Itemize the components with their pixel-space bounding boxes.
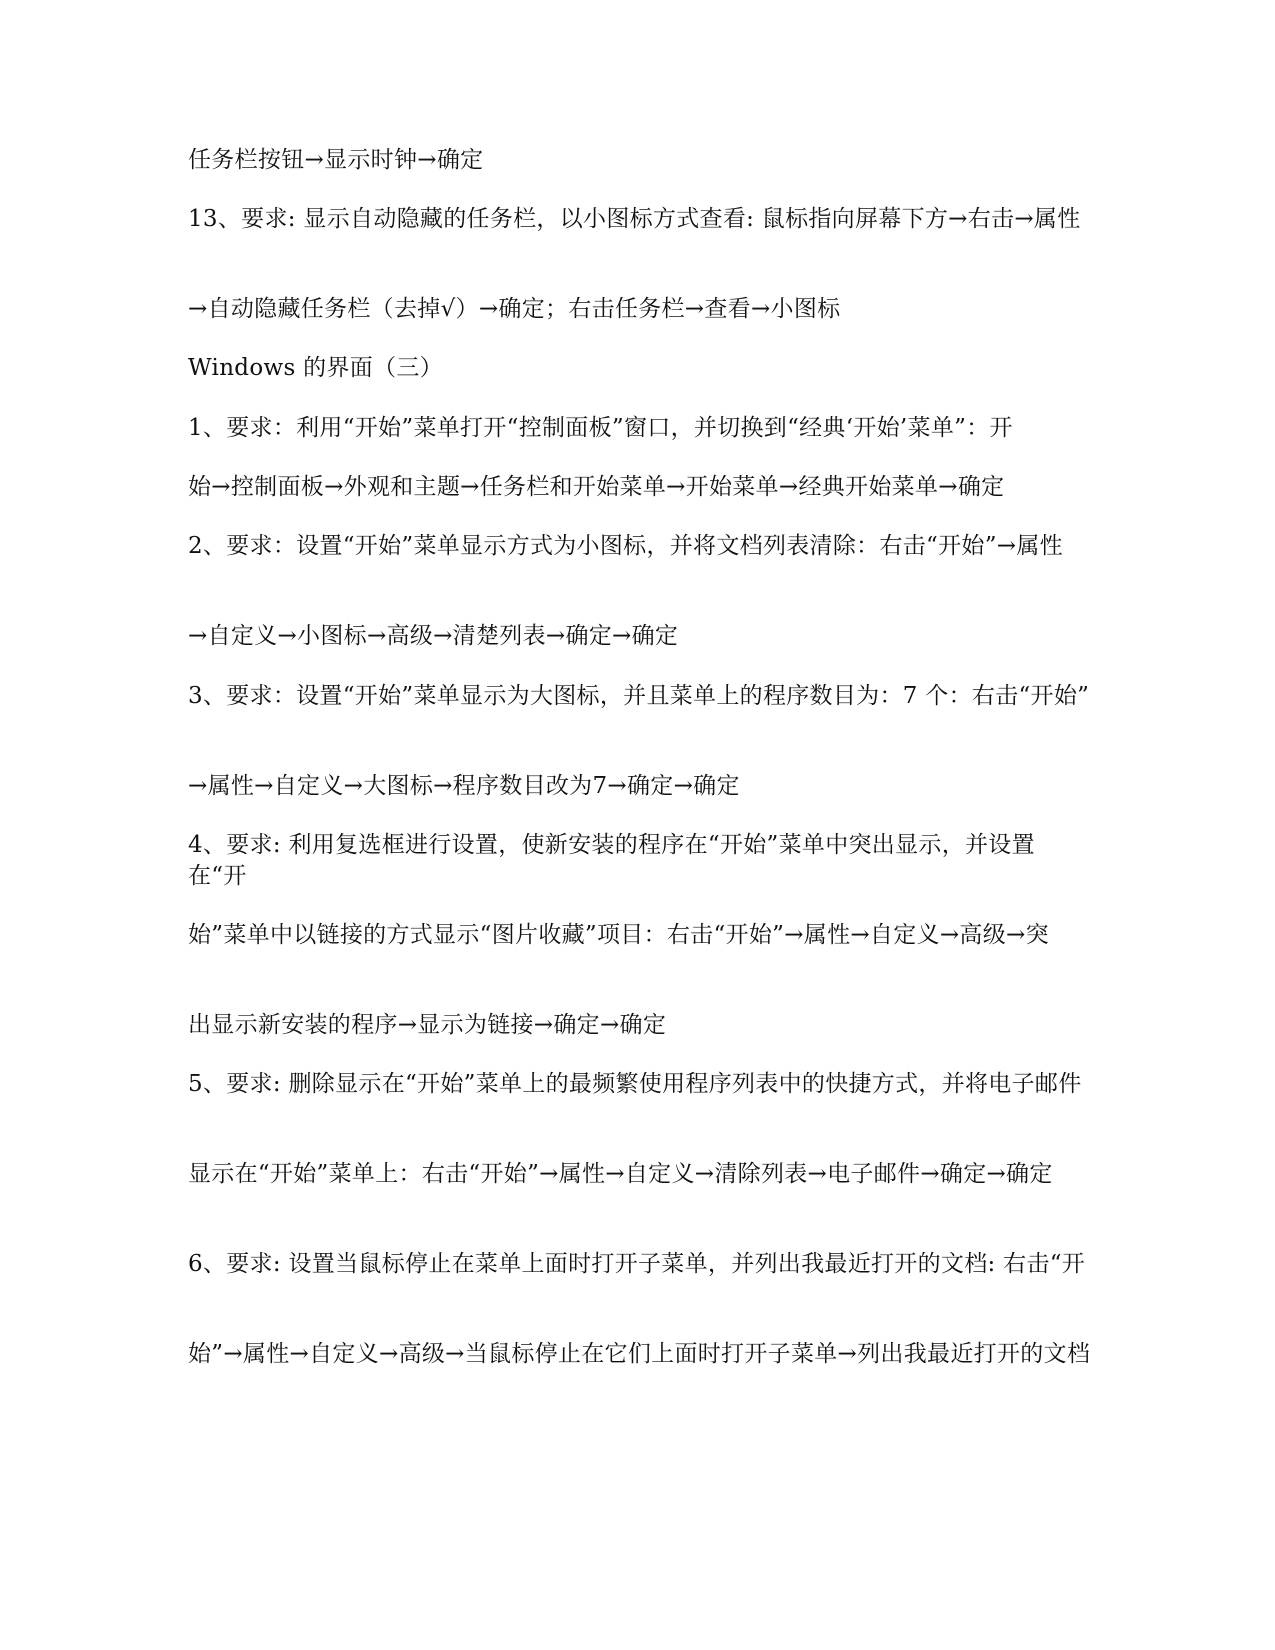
paragraph-item-3-steps: →属性→自定义→大图标→程序数目改为7→确定→确定 [188, 773, 740, 799]
paragraph-item-3-requirement: 3、要求：设置“开始”菜单显示为大图标，并且菜单上的程序数目为：7 个：右击“开始” [188, 683, 1090, 709]
section-heading: Windows 的界面（三） [188, 355, 443, 381]
paragraph-item-2-requirement: 2、要求：设置“开始”菜单显示方式为小图标，并将文档列表清除：右击“开始”→属性 [188, 533, 1063, 559]
paragraph-item-6-steps: 始”→属性→自定义→高级→当鼠标停止在它们上面时打开子菜单→列出我最近打开的文档 [188, 1341, 1091, 1367]
paragraph-item-13-steps: →自动隐藏任务栏（去掉√）→确定；右击任务栏→查看→小图标 [188, 296, 841, 322]
paragraph-item-5-requirement: 5、要求: 删除显示在“开始”菜单上的最频繁使用程序列表中的快捷方式，并将电子邮件 [188, 1071, 1082, 1097]
paragraph-item-13-requirement: 13、要求: 显示自动隐藏的任务栏，以小图标方式查看: 鼠标指向屏幕下方→右击→属性 [188, 206, 1081, 232]
paragraph-item-4-steps: 始”菜单中以链接的方式显示“图片收藏”项目：右击“开始”→属性→自定义→高级→突 [188, 922, 1049, 948]
paragraph-item-1-steps: 始→控制面板→外观和主题→任务栏和开始菜单→开始菜单→经典开始菜单→确定 [188, 474, 1005, 500]
paragraph-item-5-steps: 显示在“开始”菜单上：右击“开始”→属性→自定义→清除列表→电子邮件→确定→确定 [188, 1161, 1053, 1187]
paragraph-item-2-steps: →自定义→小图标→高级→清楚列表→确定→确定 [188, 623, 679, 649]
paragraph-item-6-requirement: 6、要求: 设置当鼠标停止在菜单上面时打开子菜单，并列出我最近打开的文档: 右击“开 [188, 1251, 1086, 1277]
paragraph-item-4-steps-end: 出显示新安装的程序→显示为链接→确定→确定 [188, 1012, 667, 1038]
paragraph-item-4-requirement: 4、要求: 利用复选框进行设置，使新安装的程序在“开始”菜单中突出显示，并设置在“开 [188, 832, 1035, 889]
paragraph-taskbar-clock: 任务栏按钮→显示时钟→确定 [188, 147, 484, 173]
paragraph-item-1-requirement: 1、要求：利用“开始”菜单打开“控制面板”窗口，并切换到“经典‘开始’菜单”：开 [188, 415, 1013, 441]
